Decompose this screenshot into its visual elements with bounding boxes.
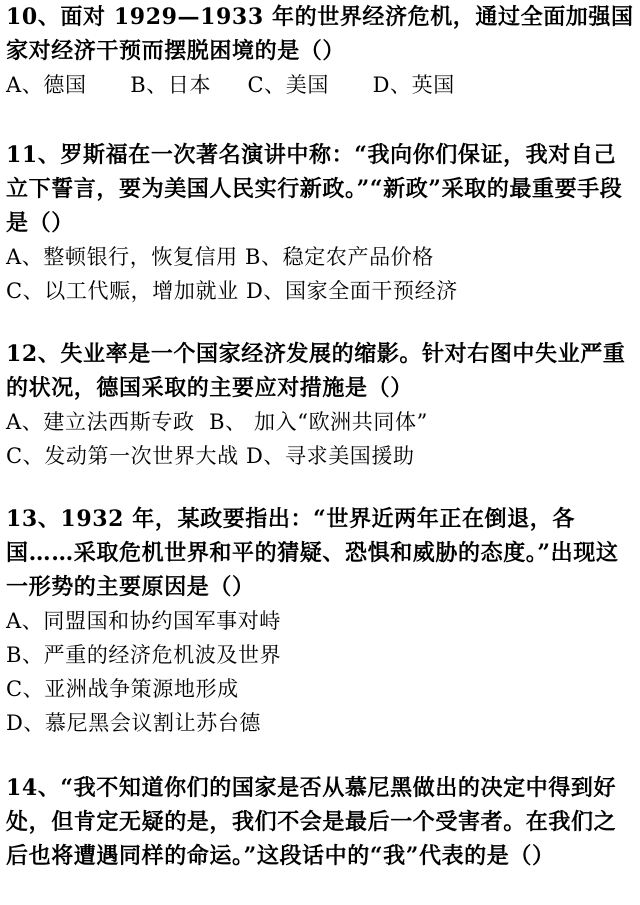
question-13	[6, 502, 634, 740]
question-13-option-b: B、严重的经济危机波及世界	[6, 643, 282, 667]
question-11-option-a: A、整顿银行，恢复信用	[6, 245, 238, 269]
question-13-option-a: A、同盟国和协约国军事对峙	[6, 609, 281, 633]
question-11-stem: 11、罗斯福在一次著名演讲中称：“我向你们保证，我对自己立下誓言，要为美国人民实行新政。”“新政”采取的最重要手段是（）	[6, 142, 623, 236]
question-14	[6, 771, 634, 873]
question-12-option-c: C、发动第一次世界大战	[6, 444, 239, 468]
question-11-option-d: D、国家全面干预经济	[245, 279, 458, 303]
question-11-option-b: B、稳定农产品价格	[245, 245, 434, 269]
question-10-options	[6, 68, 634, 102]
question-13-option-c: C、亚洲战争策源地形成	[6, 677, 239, 701]
question-11-options-row-2	[6, 274, 634, 308]
question-10-stem: 10、面对 1929—1933 年的世界经济危机，通过全面加强国家对经济干预而摆脱困境的是（）	[6, 4, 634, 64]
question-12-options-row-2	[6, 439, 634, 473]
question-10-option-a: A、德国	[6, 73, 87, 97]
question-10-option-d: D、英国	[372, 73, 455, 97]
question-12-option-d: D、寻求美国援助	[245, 444, 415, 468]
question-10-option-b: B、日本	[130, 73, 212, 97]
question-11	[6, 138, 634, 308]
question-13-stem: 13、1932 年，某政要指出：“世界近两年正在倒退，各国……采取危机世界和平的猜疑、恐惧和威胁的态度。”出现这一形势的主要原因是（）	[6, 506, 619, 600]
question-12-options-row-1	[6, 405, 634, 439]
question-12	[6, 337, 634, 473]
question-11-option-c: C、以工代赈，增加就业	[6, 279, 239, 303]
question-12-option-b: B、 加入“欧洲共同体”	[209, 410, 428, 434]
question-11-options-row-1	[6, 240, 634, 274]
question-10	[6, 0, 634, 102]
question-12-stem: 12、失业率是一个国家经济发展的缩影。针对右图中失业严重的状况，德国采取的主要应对措施是（）	[6, 341, 626, 401]
question-12-option-a: A、建立法西斯专政	[6, 410, 195, 434]
question-14-stem: 14、“我不知道你们的国家是否从慕尼黑做出的决定中得到好处，但肯定无疑的是，我们不会是最后一个受害者。在我们之后也将遭遇同样的命运。”这段话中的“我”代表的是（）	[6, 775, 617, 869]
question-13-option-d: D、慕尼黑会议割让苏台德	[6, 711, 262, 735]
question-10-option-c: C、美国	[247, 73, 329, 97]
